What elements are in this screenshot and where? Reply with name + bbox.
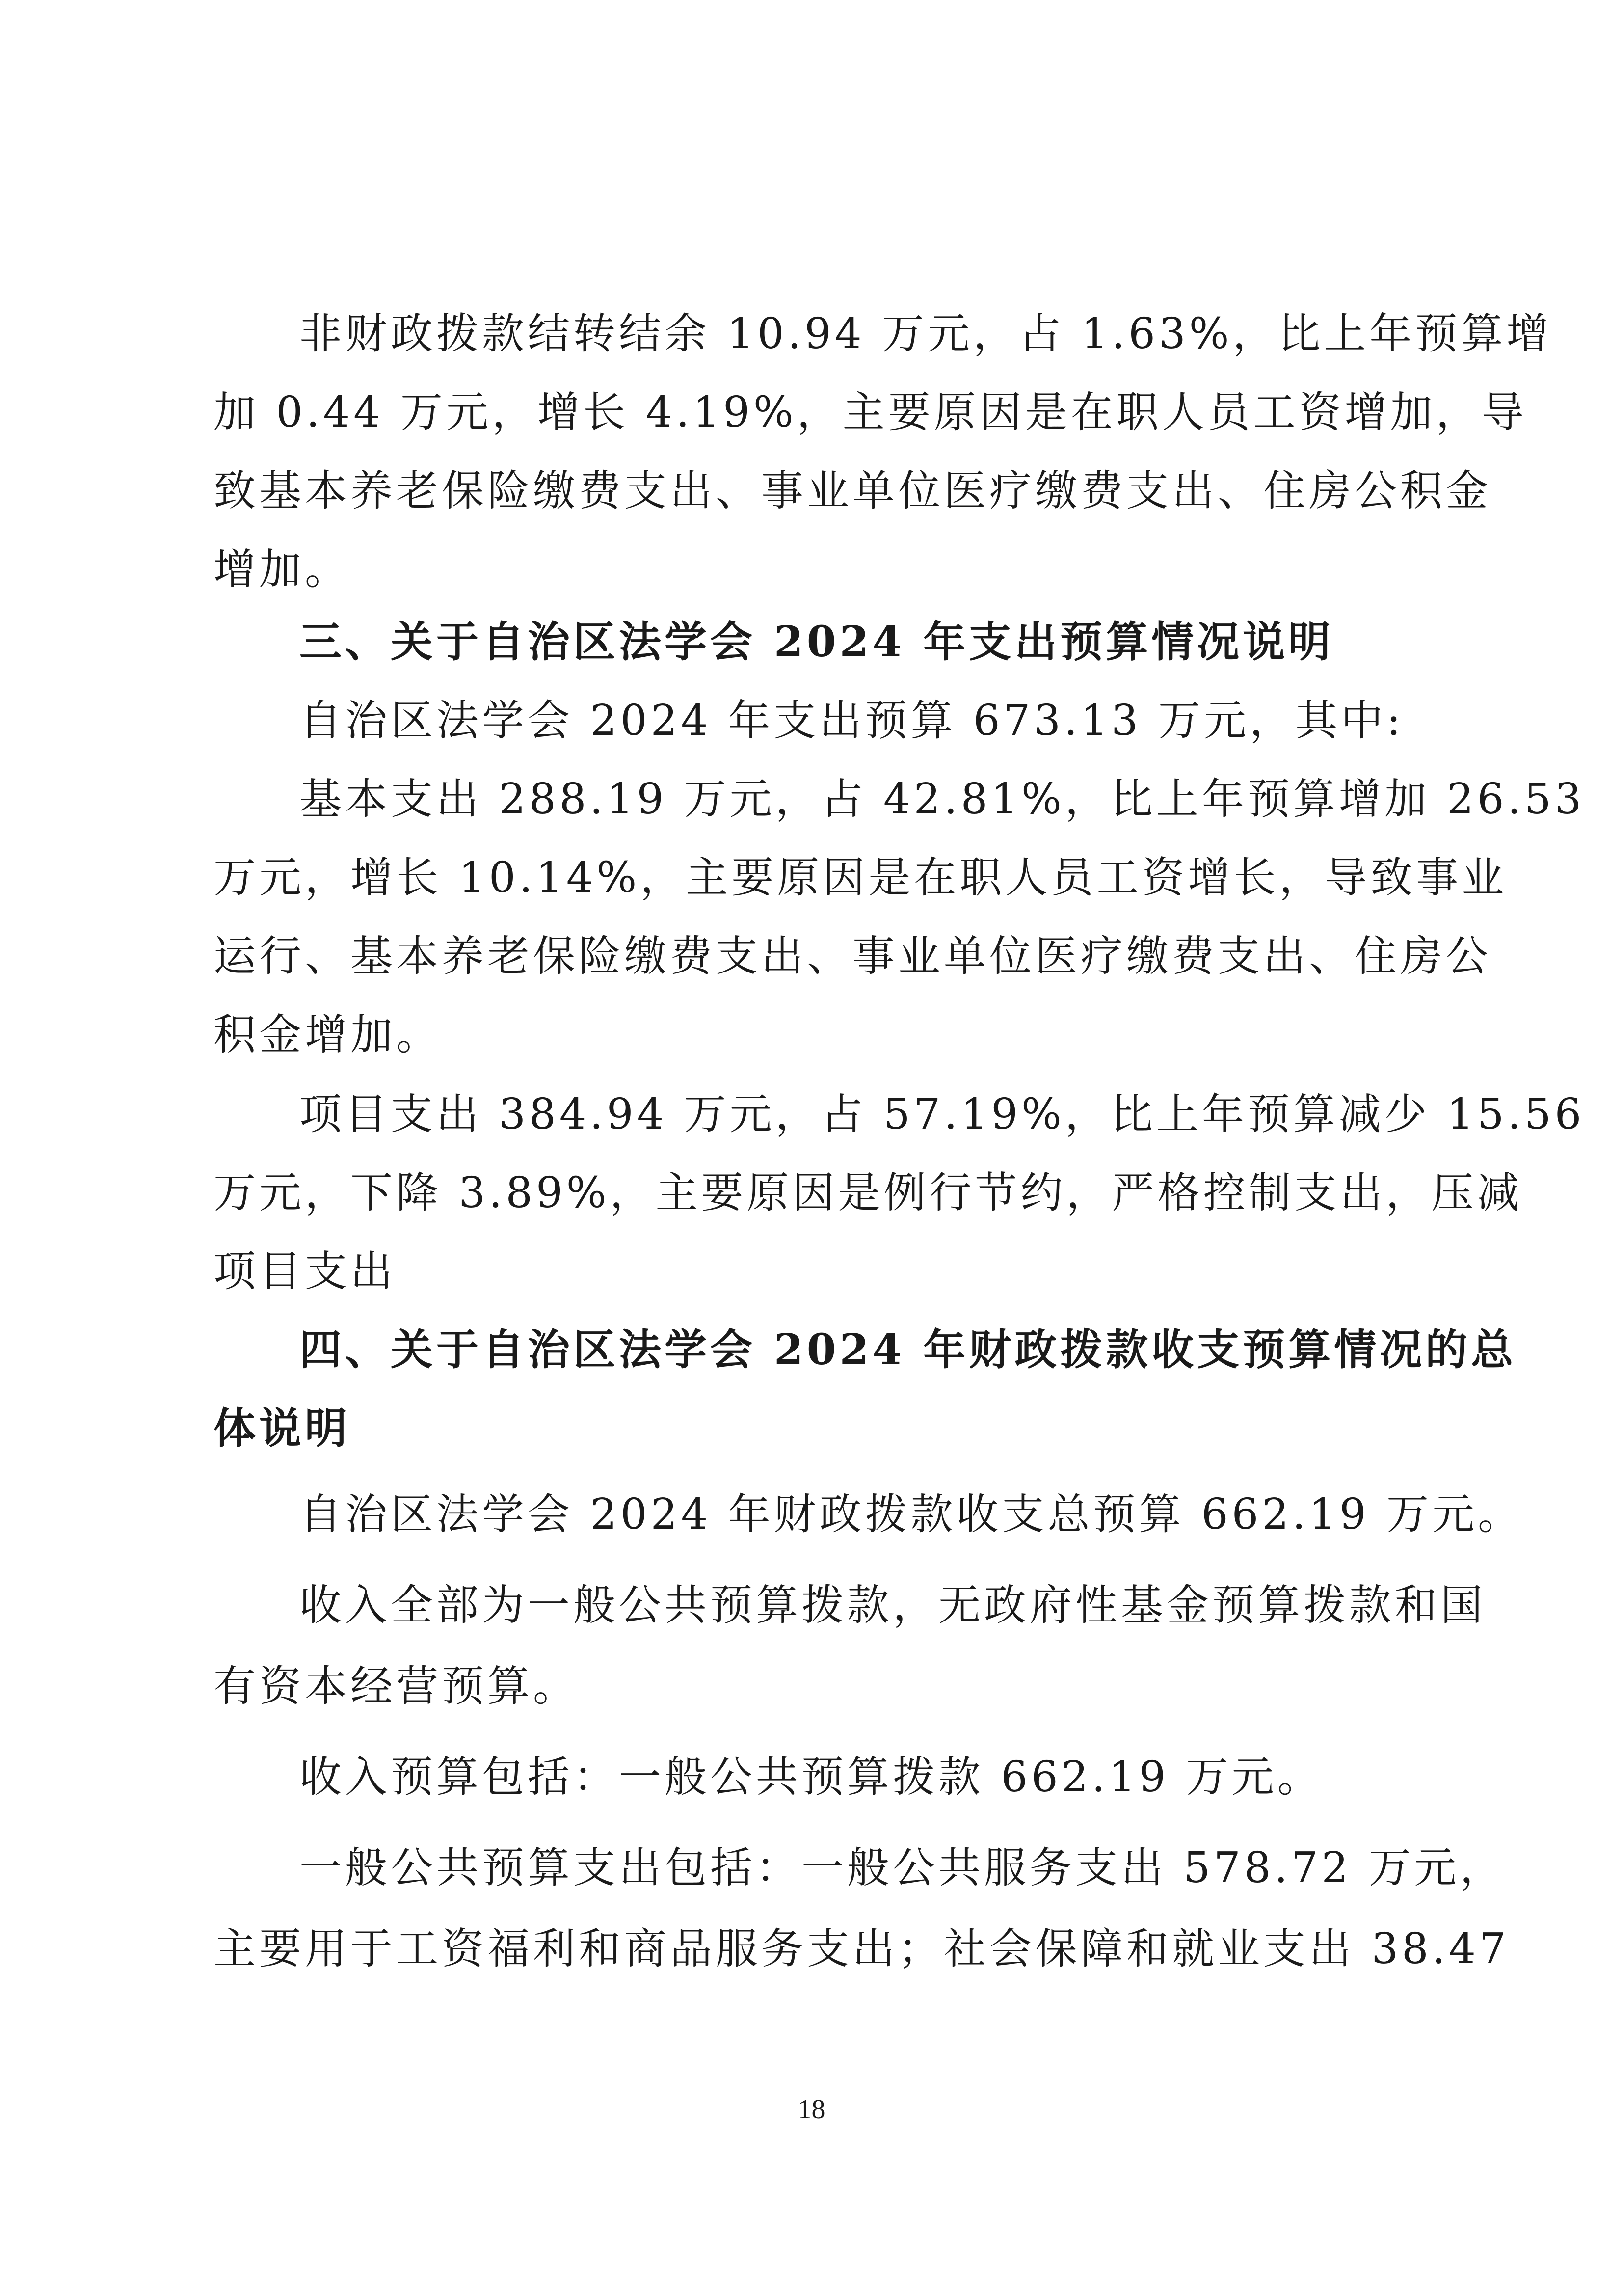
paragraph-line: 项目支出 (213, 1247, 396, 1296)
page-number: 18 (798, 2094, 825, 2125)
paragraph-line: 增加。 (213, 545, 350, 594)
paragraph-line: 运行、基本养老保险缴费支出、事业单位医疗缴费支出、住房公 (213, 932, 1491, 981)
paragraph-line: 收入全部为一般公共预算拨款，无政府性基金预算拨款和国 (299, 1581, 1486, 1630)
paragraph-line: 主要用于工资福利和商品服务支出；社会保障和就业支出 38.47 (213, 1924, 1510, 1973)
paragraph-line: 收入预算包括：一般公共预算拨款 662.19 万元。 (299, 1753, 1323, 1802)
section-heading: 体说明 (213, 1404, 350, 1453)
paragraph-line: 自治区法学会 2024 年财政拨款收支总预算 662.19 万元。 (299, 1490, 1524, 1539)
section-heading: 三、关于自治区法学会 2024 年支出预算情况说明 (299, 617, 1334, 667)
paragraph-line: 万元，下降 3.89%，主要原因是例行节约，严格控制支出，压减 (213, 1168, 1523, 1217)
paragraph-line: 项目支出 384.94 万元，占 57.19%，比上年预算减少 15.56 (299, 1090, 1585, 1139)
paragraph-line: 万元，增长 10.14%，主要原因是在职人员工资增长，导致事业 (213, 853, 1508, 902)
paragraph-line: 自治区法学会 2024 年支出预算 673.13 万元，其中: (299, 696, 1405, 745)
section-heading: 四、关于自治区法学会 2024 年财政拨款收支预算情况的总 (299, 1325, 1517, 1375)
paragraph-line: 致基本养老保险缴费支出、事业单位医疗缴费支出、住房公积金 (213, 466, 1491, 515)
paragraph-line: 加 0.44 万元，增长 4.19%，主要原因是在职人员工资增加，导 (213, 388, 1527, 437)
paragraph-line: 基本支出 288.19 万元，占 42.81%，比上年预算增加 26.53 (299, 775, 1585, 824)
paragraph-line: 有资本经营预算。 (213, 1662, 579, 1711)
paragraph-line: 积金增加。 (213, 1010, 442, 1059)
paragraph-line: 一般公共预算支出包括：一般公共服务支出 578.72 万元， (299, 1843, 1506, 1892)
paragraph-line: 非财政拨款结转结余 10.94 万元，占 1.63%，比上年预算增 (299, 309, 1552, 358)
